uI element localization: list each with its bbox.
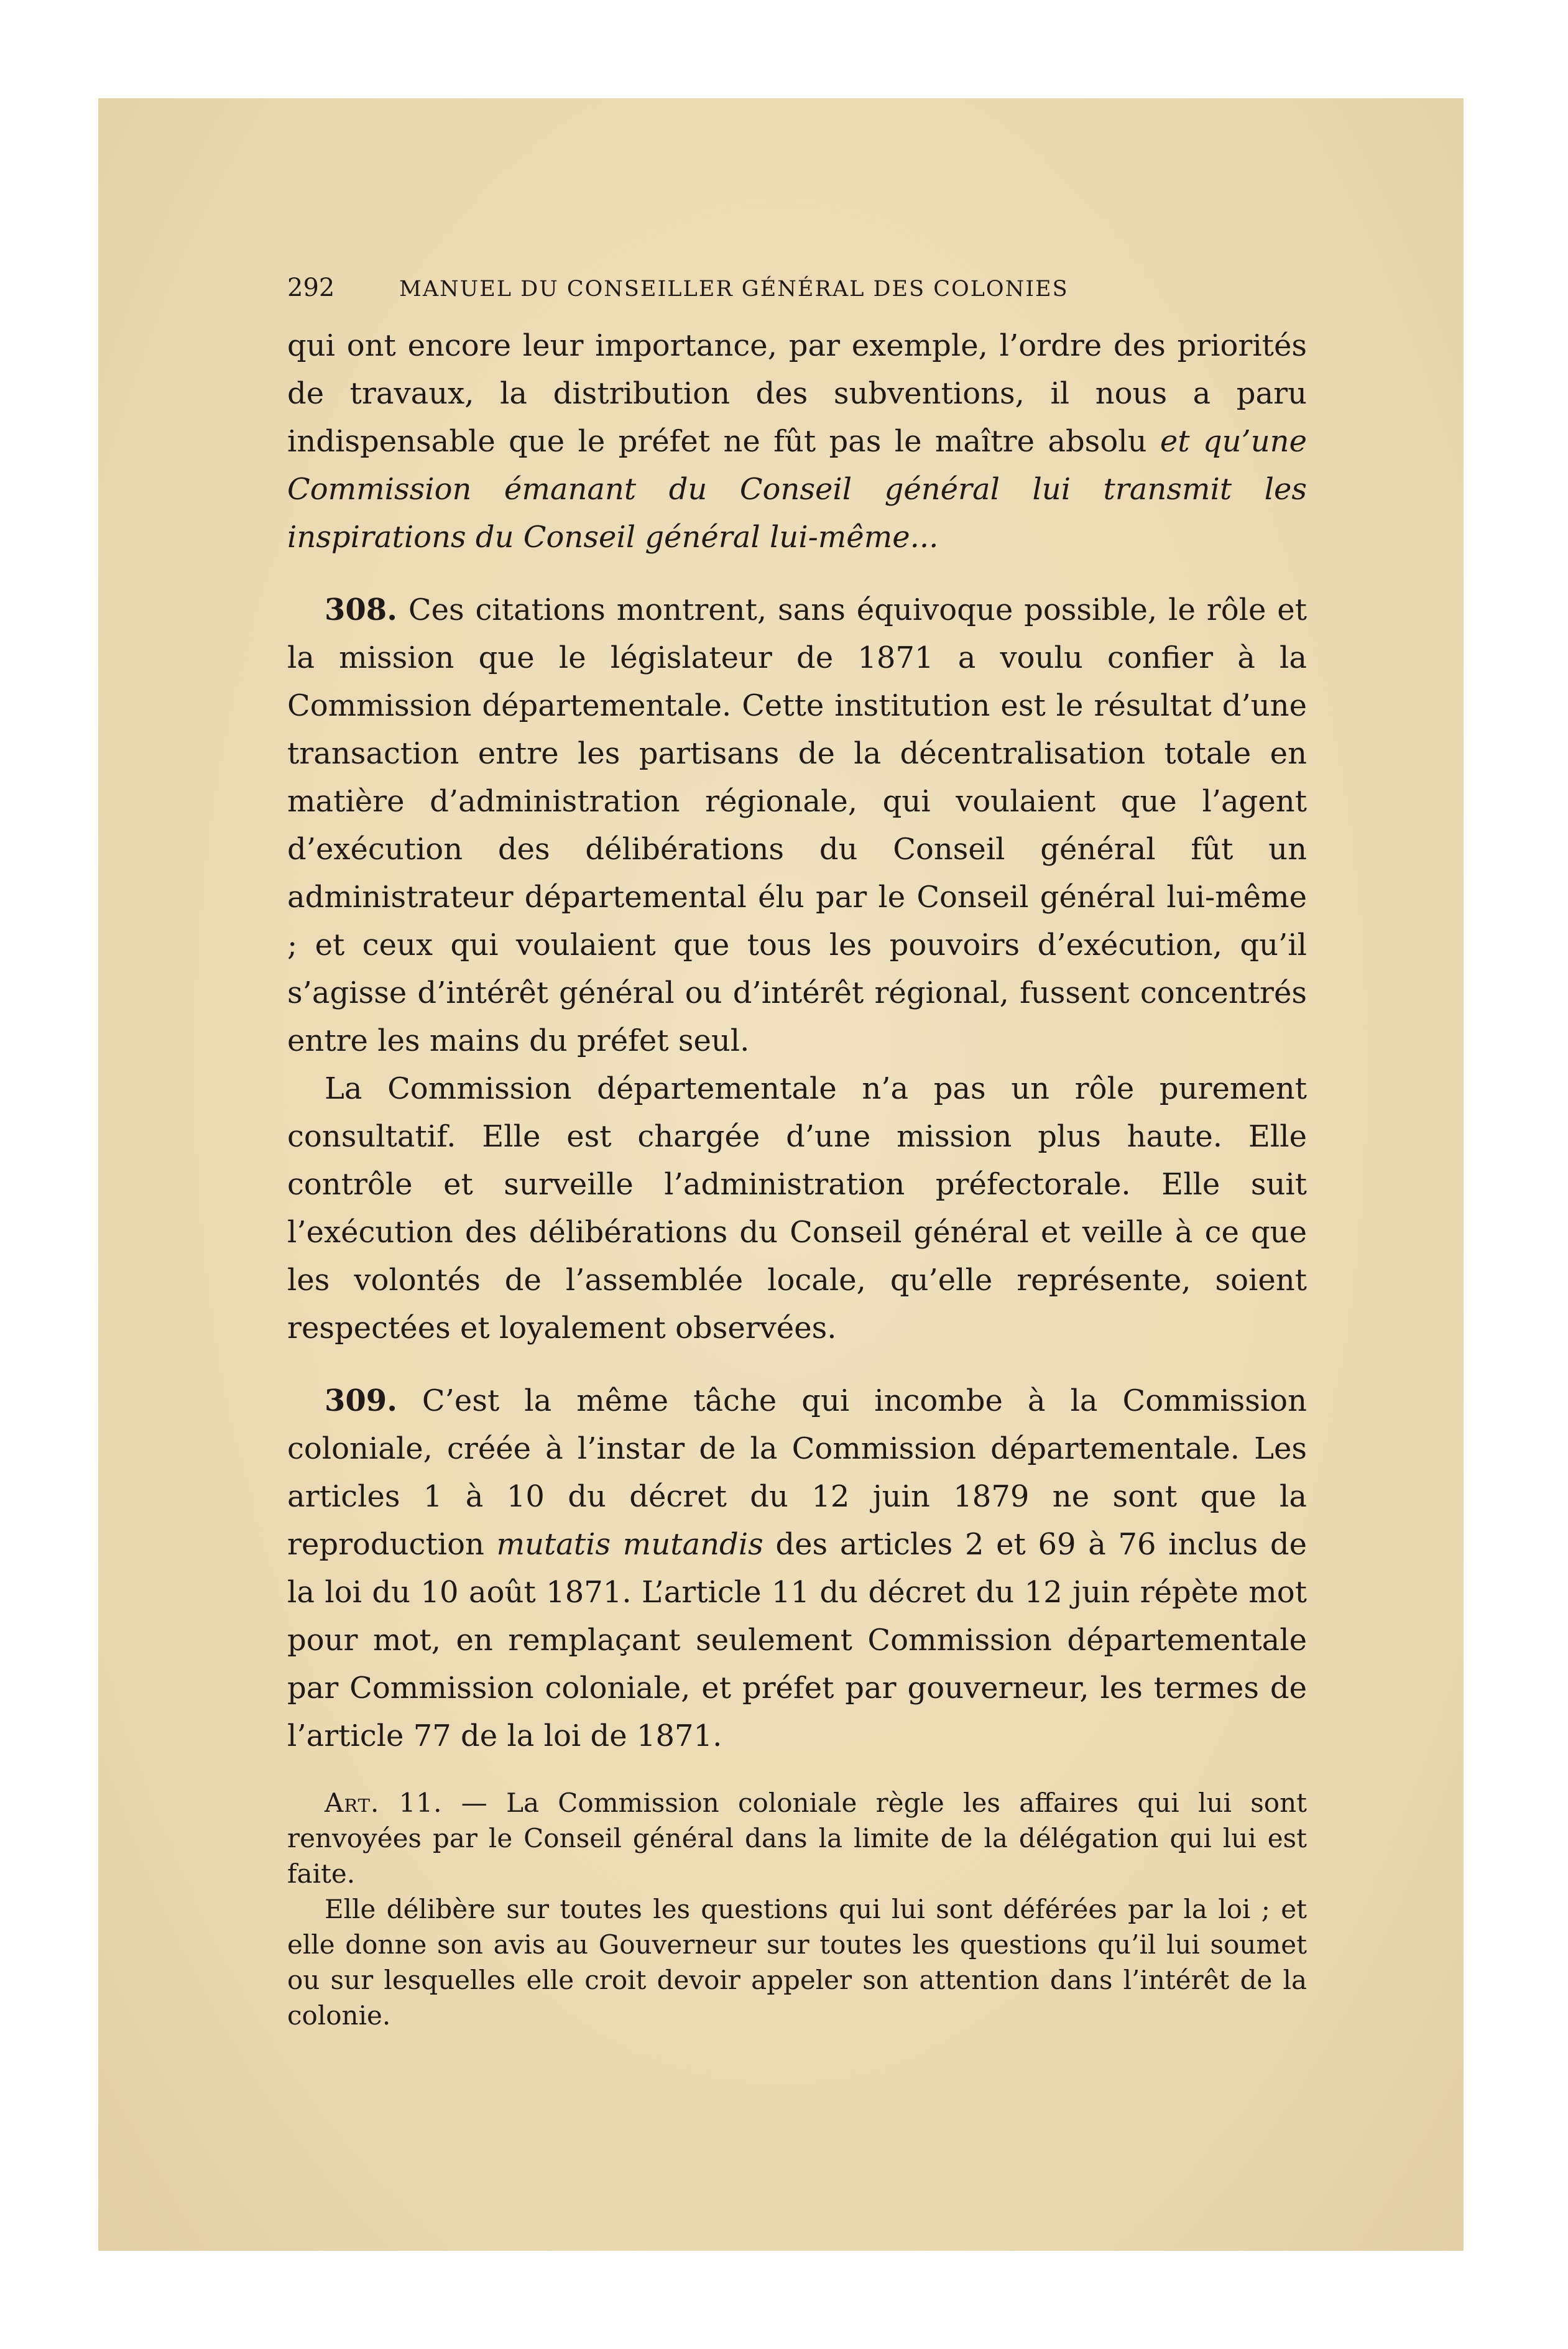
book-page [98, 98, 1464, 2251]
intro-paragraph [287, 322, 1307, 561]
section-309-italic-text: mutatis mutandis [496, 1527, 763, 1562]
section-309-text-1: C’est la même tâche qui incombe à la Commission coloniale, créée à l’instar de la Commission départementale. Les articles 1 à 10 du décret du 12 juin 1879 ne sont que la reproduction [287, 1383, 1307, 1562]
section-309-text-2: des articles 2 et 69 à 76 inclus de la loi du 10 août 1871. L’article 11 du décret du 12 juin répète mot pour mot, en remplaçant seulement Commission départementale par Commission coloniale, et préfet par gouverneur, les termes de l’article 77 de la loi de 1871. [287, 1527, 1307, 1753]
article-11-paragraph-1 [287, 1785, 1307, 1891]
section-308-number: 308. [325, 593, 397, 627]
intro-text: qui ont encore leur importance, par exemple, l’ordre des priorités de travaux, la distribution des subventions, il nous a paru indispensable que le préfet ne fût pas le maître absolu [287, 328, 1307, 459]
article-11-text-2: Elle délibère sur toutes les questions qui lui sont déférées par la loi ; et elle donne son avis au Gouverneur sur toutes les questions qu’il lui soumet ou sur lesquelles elle croit devoir appeler son attention dans l’intérêt de la colonie. [287, 1894, 1307, 2031]
section-gap [287, 561, 1307, 586]
intro-italic-text: et qu’une Commission émanant du Conseil général lui transmit les inspirations du Conseil général lui-même... [287, 424, 1307, 555]
running-title: MANUEL DU CONSEILLER GÉNÉRAL DES COLONIES [399, 277, 1069, 302]
section-308-text-1: Ces citations montrent, sans équivoque possible, le rôle et la mission que le législateur de 1871 a voulu confier à la Commission départementale. Cette institution est le résultat d’une transaction entre les partisans de la décentralisation totale en matière d’administration régionale, qui voulaient que l’agent d’exécution des délibérations du Conseil général fût un administrateur départemental élu par le Conseil général lui-même ; et ceux qui voulaient que tous les pouvoirs d’exécution, qu’il s’agisse d’intérêt général ou d’intérêt régional, fussent concentrés entre les mains du préfet seul. [287, 593, 1307, 1058]
section-gap [287, 1760, 1307, 1785]
section-309-number: 309. [325, 1383, 397, 1418]
article-11-paragraph-2 [287, 1891, 1307, 2033]
page-header [287, 274, 1307, 311]
section-309-paragraph [287, 1377, 1307, 1760]
page-number: 292 [287, 274, 335, 302]
article-11-text-1: — La Commission coloniale règle les affaires qui lui sont renvoyées par le Conseil général dans la limite de la délégation qui lui est faite. [287, 1788, 1307, 1889]
section-308-paragraph-2 [287, 1065, 1307, 1352]
section-308-paragraph-1 [287, 586, 1307, 1065]
article-11-label: Art. 11. [325, 1788, 443, 1818]
section-gap [287, 1352, 1307, 1377]
page-content [287, 274, 1307, 2033]
section-308-text-2: La Commission départementale n’a pas un rôle purement consultatif. Elle est chargée d’une mission plus haute. Elle contrôle et surveille l’administration préfectorale. Elle suit l’exécution des délibérations du Conseil général et veille à ce que les volontés de l’assemblée locale, qu’elle représente, soient respectées et loyalement observées. [287, 1071, 1307, 1345]
